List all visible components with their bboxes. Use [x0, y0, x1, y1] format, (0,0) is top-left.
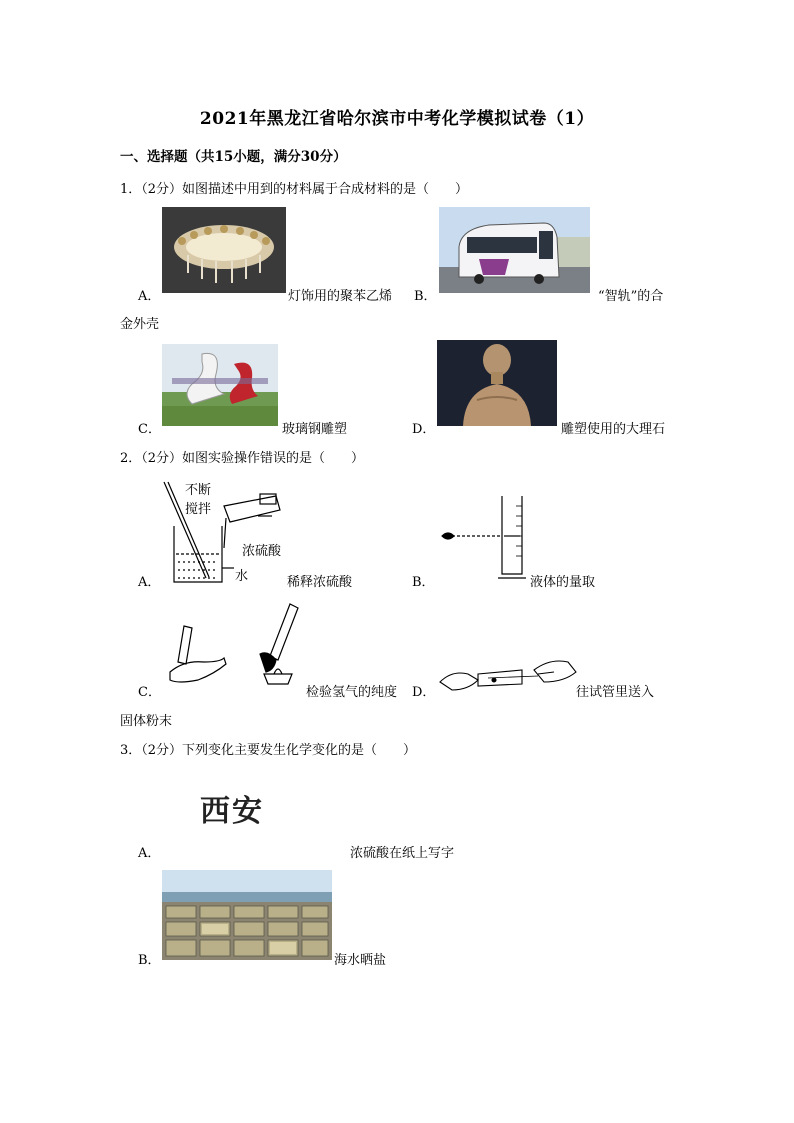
q2-option-b-letter[interactable]: B． [412, 575, 435, 590]
q2-option-d-caption-cont: 固体粉末 [120, 714, 173, 729]
q2-option-c-caption: 检验氢气的纯度 [306, 685, 398, 700]
q3-option-b-caption: 海水晒盐 [334, 953, 387, 968]
question-1-stem: 1．（2分）如图描述中用到的材料属于合成材料的是（ ） [120, 182, 469, 197]
q3-option-a-caption: 浓硫酸在纸上写字 [350, 846, 455, 861]
q2-option-b-caption: 液体的量取 [530, 575, 596, 590]
chandelier-image [162, 207, 286, 293]
powder-into-test-tube-diagram [438, 652, 578, 696]
charred-characters-image: 西安 [200, 794, 264, 829]
q2-option-a-caption: 稀释浓硫酸 [287, 575, 353, 590]
q1-option-d-caption: 雕塑使用的大理石 [561, 422, 666, 437]
label-conc-acid: 浓硫酸 [242, 544, 282, 559]
graduated-cylinder-diagram [438, 490, 530, 582]
marble-bust-image [437, 340, 557, 426]
section-heading: 一、选择题（共15小题，满分30分） [120, 149, 347, 165]
q2-option-a-letter[interactable]: A． [138, 575, 161, 590]
question-3-stem: 3．（2分）下列变化主要发生化学变化的是（ ） [120, 743, 417, 758]
q3-option-a-letter[interactable]: A． [138, 846, 161, 861]
page-title: 2021年黑龙江省哈尔滨市中考化学模拟试卷（1） [199, 109, 595, 129]
q1-option-b-caption: “智轨”的合 [598, 289, 664, 304]
q1-option-d-letter[interactable]: D． [412, 422, 436, 437]
label-stir-1: 不断 [185, 483, 212, 498]
label-water: 水 [235, 569, 249, 584]
dilute-sulfuric-acid-diagram [160, 478, 295, 588]
q2-option-d-caption: 往试管里送入 [576, 685, 655, 700]
hydrogen-purity-test-diagram [164, 600, 304, 692]
q1-option-a-letter[interactable]: A． [138, 289, 161, 304]
q3-option-b-letter[interactable]: B． [138, 953, 161, 968]
swan-sculpture-image [162, 344, 278, 426]
q1-option-c-caption: 玻璃钢雕塑 [282, 422, 348, 437]
q1-option-b-caption-cont: 金外壳 [120, 317, 160, 332]
salt-pans-image [162, 870, 332, 960]
q1-option-b-letter[interactable]: B． [414, 289, 437, 304]
q2-option-d-letter[interactable]: D． [412, 685, 436, 700]
q1-option-c-letter[interactable]: C． [138, 422, 161, 437]
q1-option-a-caption: 灯饰用的聚苯乙烯 [288, 289, 393, 304]
question-2-stem: 2．（2分）如图实验操作错误的是（ ） [120, 451, 365, 466]
tram-image [439, 207, 590, 293]
label-stir-2: 搅拌 [185, 502, 212, 517]
q2-option-c-letter[interactable]: C． [138, 685, 161, 700]
